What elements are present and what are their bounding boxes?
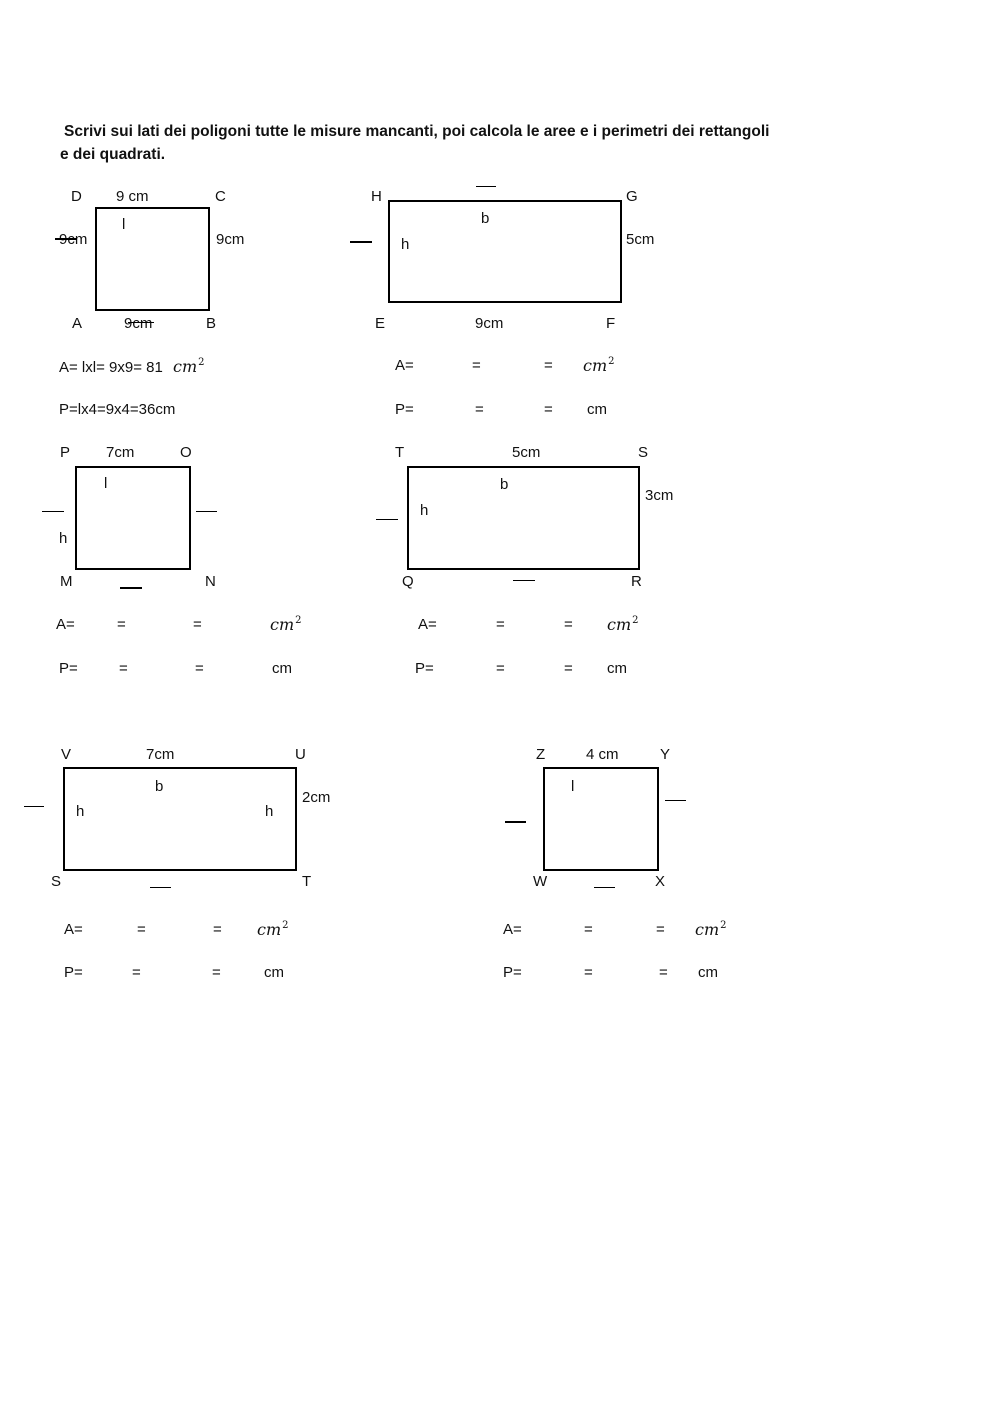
vertex-q: Q [402,573,414,590]
outer-label-h: h [59,530,68,547]
answer-blank-right[interactable] [196,511,217,512]
area-label: A= [56,616,75,633]
side-po-length: 7cm [106,444,135,461]
inner-label-l: l [122,216,126,233]
vertex-t: T [302,873,312,890]
side-dc-length: 9 cm [116,188,149,205]
rectangle-shape [63,767,297,871]
rectangle-shape [388,200,622,303]
area-label: A= [395,357,414,374]
area-formula [59,358,205,375]
strike-mark [128,322,154,323]
answer-blank-bottom[interactable] [120,587,142,589]
perimeter-equals-1: = [132,964,141,981]
answer-blank-left[interactable] [350,241,372,243]
square-shape [543,767,659,871]
answer-blank-left[interactable] [24,806,44,807]
area-equals-2: = [213,921,222,938]
vertex-a: A [72,315,83,332]
area-equals-1: = [117,616,126,633]
perimeter-equals-1: = [496,660,505,677]
vertex-t: T [395,444,405,461]
inner-label-l: l [571,778,575,795]
area-unit: $cm^2$ [695,920,727,939]
side-cb-length: 9cm [216,231,245,248]
answer-blank-left[interactable] [42,511,64,512]
perimeter-unit: cm [264,964,284,981]
inner-label-l: l [104,475,108,492]
area-unit: $cm^2$ [257,920,289,939]
square-shape [75,466,191,570]
area-equals-2: = [193,616,202,633]
vertex-w: W [533,873,548,890]
perimeter-equals-1: = [584,964,593,981]
area-equals-2: = [656,921,665,938]
area-calculation: A= lxl= 9x9= 81 [59,359,163,376]
rectangle-shape [407,466,640,570]
inner-label-h: h [401,236,410,253]
perimeter-label: P= [64,964,83,981]
area-label: A= [503,921,522,938]
area-equals-1: = [472,357,481,374]
answer-blank-bottom[interactable] [513,580,535,581]
side-sr-length: 3cm [645,487,674,504]
inner-label-h-right: h [265,803,274,820]
instructions [60,120,769,166]
side-gf-length: 5cm [626,231,655,248]
square-shape [95,207,210,311]
area-equals-2: = [544,357,553,374]
vertex-d: D [71,188,82,205]
perimeter-label: P= [59,660,78,677]
vertex-m: M [60,573,73,590]
vertex-f: F [606,315,616,332]
answer-blank-bottom[interactable] [594,887,615,888]
inner-label-h-left: h [76,803,85,820]
vertex-r: R [631,573,642,590]
area-equals-2: = [564,616,573,633]
area-unit: $cm^2$ [583,356,615,375]
inner-label-b: b [500,476,509,493]
vertex-s: S [638,444,649,461]
perimeter-equals-2: = [659,964,668,981]
answer-blank-left[interactable] [505,821,526,823]
area-label: A= [64,921,83,938]
perimeter-equals-1: = [475,401,484,418]
side-da-length: 9cm [59,231,88,248]
vertex-z: Z [536,746,546,763]
perimeter-unit: cm [272,660,292,677]
vertex-v: V [61,746,72,763]
area-unit: $cm^2$ [173,357,205,376]
side-vu-length: 7cm [146,746,175,763]
perimeter-equals-2: = [212,964,221,981]
vertex-n: N [205,573,216,590]
answer-blank-left[interactable] [376,519,398,520]
inner-label-b: b [155,778,164,795]
instructions-line-1: Scrivi sui lati dei poligoni tutte le misure mancanti, poi calcola le aree e i perimetri dei rettangoli [64,123,770,140]
perimeter-formula: P=lx4=9x4=36cm [59,401,176,418]
perimeter-equals-1: = [119,660,128,677]
area-unit: $cm^2$ [607,615,639,634]
area-unit: $cm^2$ [270,615,302,634]
inner-label-h: h [420,502,429,519]
side-ef-length: 9cm [475,315,504,332]
perimeter-label: P= [503,964,522,981]
vertex-u: U [295,746,306,763]
side-ut-length: 2cm [302,789,331,806]
perimeter-unit: cm [698,964,718,981]
vertex-s: S [51,873,62,890]
strike-mark [55,238,77,240]
vertex-x: X [655,873,666,890]
area-equals-1: = [496,616,505,633]
side-ab-length: 9cm [124,315,153,332]
side-ts-length: 5cm [512,444,541,461]
answer-blank-bottom[interactable] [150,887,171,888]
vertex-h: H [371,188,382,205]
answer-blank-top[interactable] [476,186,496,187]
inner-label-b: b [481,210,490,227]
vertex-o: O [180,444,192,461]
perimeter-unit: cm [607,660,627,677]
side-zy-length: 4 cm [586,746,619,763]
instructions-line-2: e dei quadrati. [60,146,166,163]
area-equals-1: = [584,921,593,938]
perimeter-equals-2: = [564,660,573,677]
vertex-p: P [60,444,71,461]
vertex-y: Y [660,746,671,763]
vertex-c: C [215,188,226,205]
perimeter-equals-2: = [544,401,553,418]
answer-blank-right[interactable] [665,800,686,801]
vertex-g: G [626,188,638,205]
area-equals-1: = [137,921,146,938]
perimeter-unit: cm [587,401,607,418]
area-label: A= [418,616,437,633]
perimeter-label: P= [395,401,414,418]
vertex-b: B [206,315,217,332]
perimeter-label: P= [415,660,434,677]
vertex-e: E [375,315,386,332]
perimeter-equals-2: = [195,660,204,677]
